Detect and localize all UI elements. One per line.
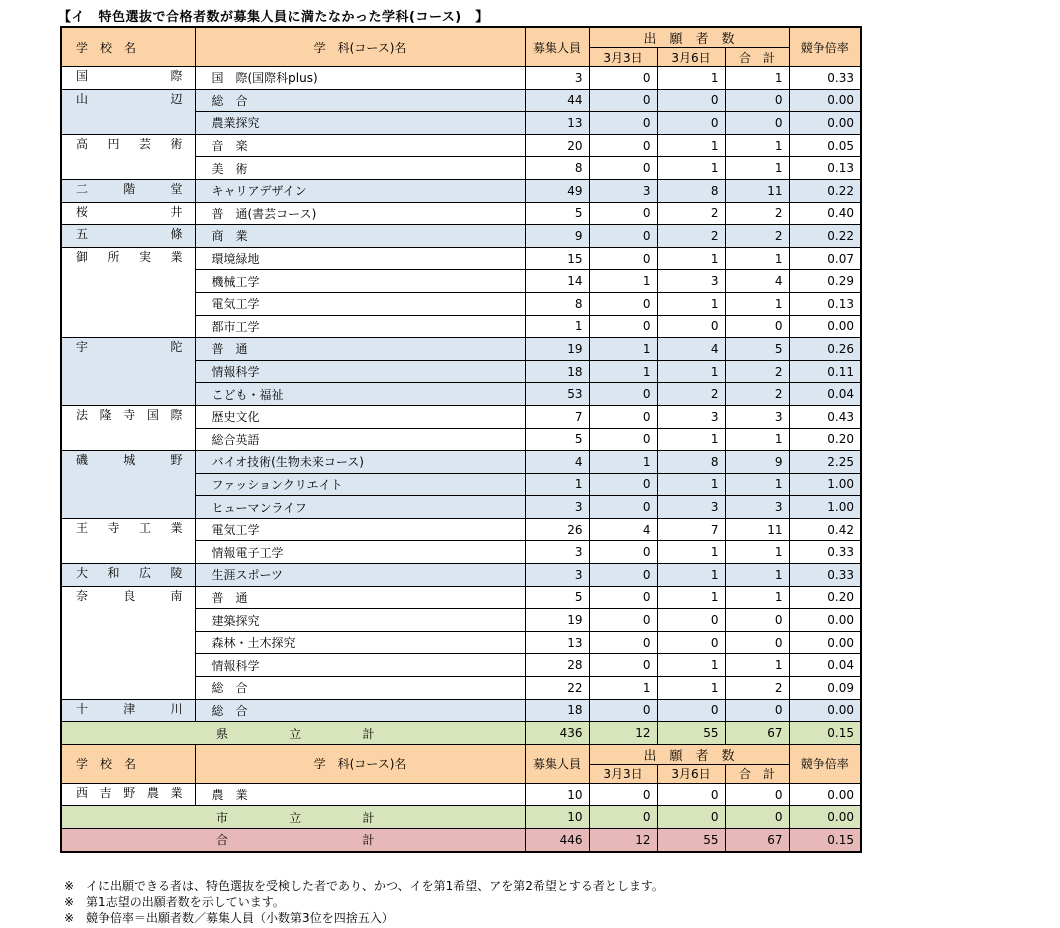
- mar6-cell: 1: [657, 473, 725, 496]
- sum-mar3: 0: [589, 806, 657, 829]
- mar3-cell: 0: [589, 157, 657, 180]
- header-dept: 学 科(コース)名: [195, 27, 525, 67]
- mar3-cell: 1: [589, 338, 657, 361]
- quota-cell: 14: [525, 270, 589, 293]
- school-name-cell: [61, 225, 195, 248]
- total-cell: 11: [725, 518, 789, 541]
- total-cell: 1: [725, 134, 789, 157]
- top-header-row: [61, 27, 861, 48]
- ratio-cell: 1.00: [789, 496, 861, 519]
- mar3-cell: 0: [589, 315, 657, 338]
- quota-cell: 13: [525, 112, 589, 135]
- mar6-cell: 1: [657, 428, 725, 451]
- dept-name: キャリアデザイン: [195, 179, 525, 202]
- sum-quota: 436: [525, 722, 589, 745]
- ratio-cell: 0.13: [789, 157, 861, 180]
- school-name: 御 所 実 業: [76, 249, 183, 264]
- table-row: [61, 586, 861, 609]
- school-name-cell: [61, 134, 195, 179]
- total-cell: 2: [725, 202, 789, 225]
- quota-cell: 49: [525, 179, 589, 202]
- quota-cell: 19: [525, 609, 589, 632]
- total-cell: 1: [725, 67, 789, 90]
- mar6-cell: 0: [657, 112, 725, 135]
- mar6-cell: 1: [657, 134, 725, 157]
- school-name: 磯 城 野: [76, 453, 183, 468]
- school-name-cell: [61, 179, 195, 202]
- total-cell: 1: [725, 541, 789, 564]
- ratio-cell: 0.29: [789, 270, 861, 293]
- school-name-cell: [61, 67, 195, 90]
- mar3-cell: 0: [589, 405, 657, 428]
- header-mar6: 3月6日: [657, 48, 725, 67]
- dept-name: 音 楽: [195, 134, 525, 157]
- mar6-cell: 3: [657, 270, 725, 293]
- quota-cell: 5: [525, 586, 589, 609]
- mar3-cell: 0: [589, 473, 657, 496]
- sum-kenritsu-row: [61, 722, 861, 745]
- mar3-cell: 0: [589, 631, 657, 654]
- dept-name: 総合英語: [195, 428, 525, 451]
- dept-name: 情報科学: [195, 654, 525, 677]
- table-row: [61, 518, 861, 541]
- mar6-cell: 0: [657, 783, 725, 806]
- mar3-cell: 0: [589, 428, 657, 451]
- mar3-cell: 0: [589, 586, 657, 609]
- table-row: [61, 564, 861, 587]
- mar3-cell: 1: [589, 270, 657, 293]
- sum-total: 0: [725, 806, 789, 829]
- mar3-cell: 0: [589, 134, 657, 157]
- ratio-cell: 1.00: [789, 473, 861, 496]
- school-name: 桜 井: [76, 204, 183, 219]
- total-cell: 4: [725, 270, 789, 293]
- total-cell: 2: [725, 677, 789, 700]
- total-cell: 1: [725, 586, 789, 609]
- school-name: 奈 良 南: [76, 588, 183, 603]
- ratio-cell: 0.20: [789, 428, 861, 451]
- mar3-cell: 3: [589, 179, 657, 202]
- total-cell: 2: [725, 225, 789, 248]
- mar6-cell: 0: [657, 631, 725, 654]
- total-cell: 11: [725, 179, 789, 202]
- quota-cell: 19: [525, 338, 589, 361]
- mar3-cell: 0: [589, 225, 657, 248]
- school-name: 西 吉 野 農 業: [76, 785, 183, 800]
- school-name-cell: [61, 564, 195, 587]
- school-name: 法 隆 寺 国 際: [76, 407, 183, 422]
- school-name-cell: [61, 338, 195, 406]
- school-name: 国 際: [76, 69, 183, 83]
- mar6-cell: 2: [657, 383, 725, 406]
- quota-cell: 5: [525, 202, 589, 225]
- mar3-cell: 0: [589, 247, 657, 270]
- quota-cell: 5: [525, 428, 589, 451]
- school-name: 五 條: [76, 227, 183, 242]
- ratio-cell: 0.00: [789, 89, 861, 112]
- sum-ratio: 0.15: [789, 722, 861, 745]
- quota-cell: 44: [525, 89, 589, 112]
- mar3-cell: 1: [589, 451, 657, 474]
- total-cell: 9: [725, 451, 789, 474]
- sum-total-row: [61, 829, 861, 852]
- dept-name: 情報科学: [195, 360, 525, 383]
- ratio-cell: 0.26: [789, 338, 861, 361]
- quota-cell: 20: [525, 134, 589, 157]
- mar6-cell: 1: [657, 157, 725, 180]
- table-row: [61, 225, 861, 248]
- ratio-cell: 0.00: [789, 783, 861, 806]
- results-table: [60, 26, 862, 853]
- sum-label: [61, 806, 525, 829]
- header-quota: 募集人員: [525, 744, 589, 783]
- mar3-cell: 0: [589, 292, 657, 315]
- quota-cell: 8: [525, 292, 589, 315]
- total-cell: 0: [725, 783, 789, 806]
- ratio-cell: 0.43: [789, 405, 861, 428]
- total-cell: 2: [725, 383, 789, 406]
- quota-cell: 9: [525, 225, 589, 248]
- mar3-cell: 0: [589, 496, 657, 519]
- quota-cell: 1: [525, 315, 589, 338]
- ratio-cell: 0.22: [789, 225, 861, 248]
- quota-cell: 4: [525, 451, 589, 474]
- quota-cell: 3: [525, 541, 589, 564]
- ratio-cell: 0.40: [789, 202, 861, 225]
- mar6-cell: 0: [657, 699, 725, 722]
- table-row: [61, 405, 861, 428]
- ratio-cell: 0.22: [789, 179, 861, 202]
- school-name-cell: [61, 699, 195, 722]
- mar3-cell: 0: [589, 699, 657, 722]
- mar3-cell: 0: [589, 654, 657, 677]
- sum-quota: 446: [525, 829, 589, 852]
- table-row: [61, 247, 861, 270]
- city-header-row: [61, 744, 861, 764]
- dept-name: 国 際(国際科plus): [195, 67, 525, 90]
- quota-cell: 28: [525, 654, 589, 677]
- quota-cell: 15: [525, 247, 589, 270]
- sum-label: [61, 722, 525, 745]
- header-applicants: 出 願 者 数: [589, 27, 789, 48]
- mar3-cell: 4: [589, 518, 657, 541]
- sum-shiritsu-row: [61, 806, 861, 829]
- dept-name: 総 合: [195, 89, 525, 112]
- header-mar6: 3月6日: [657, 764, 725, 783]
- dept-name: 建築探究: [195, 609, 525, 632]
- mar3-cell: 0: [589, 202, 657, 225]
- table-row: [61, 338, 861, 361]
- dept-name: 普 通(書芸コース): [195, 202, 525, 225]
- dept-name: ヒューマンライフ: [195, 496, 525, 519]
- school-name: 二 階 堂: [76, 181, 183, 196]
- total-cell: 3: [725, 405, 789, 428]
- mar6-cell: 3: [657, 496, 725, 519]
- header-applicants: 出 願 者 数: [589, 744, 789, 764]
- quota-cell: 3: [525, 67, 589, 90]
- header-mar3: 3月3日: [589, 764, 657, 783]
- ratio-cell: 0.00: [789, 609, 861, 632]
- sum-mar3: 12: [589, 829, 657, 852]
- sum-total: 67: [725, 829, 789, 852]
- school-name-cell: [61, 202, 195, 225]
- dept-name: 普 通: [195, 338, 525, 361]
- header-school: 学 校 名: [61, 744, 195, 783]
- quota-cell: 8: [525, 157, 589, 180]
- school-name-cell: [61, 783, 195, 806]
- total-cell: 0: [725, 631, 789, 654]
- mar6-cell: 8: [657, 451, 725, 474]
- mar6-cell: 4: [657, 338, 725, 361]
- ratio-cell: 0.00: [789, 631, 861, 654]
- table-row: [61, 783, 861, 806]
- mar3-cell: 1: [589, 677, 657, 700]
- school-name-cell: [61, 89, 195, 134]
- sum-total: 67: [725, 722, 789, 745]
- school-name: 高 円 芸 術: [76, 136, 183, 151]
- table-row: [61, 179, 861, 202]
- ratio-cell: 0.07: [789, 247, 861, 270]
- dept-name: 農業探究: [195, 112, 525, 135]
- quota-cell: 53: [525, 383, 589, 406]
- table-row: [61, 134, 861, 157]
- sum-label: [61, 829, 525, 852]
- quota-cell: 18: [525, 360, 589, 383]
- mar3-cell: 0: [589, 112, 657, 135]
- dept-name: 農 業: [195, 783, 525, 806]
- notes: [64, 878, 664, 926]
- total-cell: 0: [725, 609, 789, 632]
- dept-name: 総 合: [195, 677, 525, 700]
- total-cell: 2: [725, 360, 789, 383]
- note-3: ※ 競争倍率＝出願者数／募集人員（小数第3位を四捨五入）: [64, 911, 394, 925]
- total-cell: 1: [725, 292, 789, 315]
- mar3-cell: 0: [589, 783, 657, 806]
- mar3-cell: 0: [589, 609, 657, 632]
- dept-name: こども・福祉: [195, 383, 525, 406]
- table-row: [61, 699, 861, 722]
- ratio-cell: 0.13: [789, 292, 861, 315]
- mar6-cell: 1: [657, 292, 725, 315]
- dept-name: ファッションクリエイト: [195, 473, 525, 496]
- total-cell: 5: [725, 338, 789, 361]
- total-cell: 1: [725, 473, 789, 496]
- dept-name: 総 合: [195, 699, 525, 722]
- ratio-cell: 0.33: [789, 541, 861, 564]
- table-row: [61, 451, 861, 474]
- dept-name: 歴史文化: [195, 405, 525, 428]
- quota-cell: 22: [525, 677, 589, 700]
- quota-cell: 3: [525, 496, 589, 519]
- quota-cell: 3: [525, 564, 589, 587]
- quota-cell: 10: [525, 783, 589, 806]
- school-name: 大 和 広 陵: [76, 566, 183, 581]
- quota-cell: 18: [525, 699, 589, 722]
- school-name: 十 津 川: [76, 701, 183, 716]
- header-mar3: 3月3日: [589, 48, 657, 67]
- sum-ratio: 0.00: [789, 806, 861, 829]
- ratio-cell: 0.04: [789, 383, 861, 406]
- ratio-cell: 0.00: [789, 112, 861, 135]
- ratio-cell: 0.33: [789, 67, 861, 90]
- sum-ratio: 0.15: [789, 829, 861, 852]
- mar3-cell: 0: [589, 541, 657, 564]
- sum-label-text: 合 計: [216, 833, 375, 848]
- mar6-cell: 7: [657, 518, 725, 541]
- sum-label-text: 市 立 計: [216, 810, 375, 825]
- total-cell: 1: [725, 654, 789, 677]
- mar6-cell: 0: [657, 609, 725, 632]
- total-cell: 1: [725, 157, 789, 180]
- mar6-cell: 0: [657, 315, 725, 338]
- mar6-cell: 1: [657, 247, 725, 270]
- dept-name: 環境緑地: [195, 247, 525, 270]
- school-name-cell: [61, 405, 195, 450]
- page-title: 【イ 特色選抜で合格者数が募集人員に満たなかった学科(コース) 】: [58, 10, 489, 25]
- quota-cell: 7: [525, 405, 589, 428]
- dept-name: バイオ技術(生物未来コース): [195, 451, 525, 474]
- dept-name: 電気工学: [195, 292, 525, 315]
- header-ratio: 競争倍率: [789, 27, 861, 67]
- header-total: 合 計: [725, 764, 789, 783]
- header-ratio: 競争倍率: [789, 744, 861, 783]
- dept-name: 普 通: [195, 586, 525, 609]
- header-school: 学 校 名: [61, 27, 195, 67]
- sum-mar6: 55: [657, 829, 725, 852]
- note-1: ※ イに出願できる者は、特色選抜を受検した者であり、かつ、イを第1希望、アを第2希望とする者とします。: [64, 879, 664, 893]
- mar6-cell: 1: [657, 586, 725, 609]
- ratio-cell: 0.00: [789, 699, 861, 722]
- ratio-cell: 0.00: [789, 315, 861, 338]
- mar3-cell: 0: [589, 383, 657, 406]
- ratio-cell: 0.42: [789, 518, 861, 541]
- school-name-cell: [61, 586, 195, 699]
- total-cell: 1: [725, 564, 789, 587]
- table-row: [61, 89, 861, 112]
- dept-name: 情報電子工学: [195, 541, 525, 564]
- school-name-cell: [61, 518, 195, 563]
- table-row: [61, 202, 861, 225]
- mar6-cell: 3: [657, 405, 725, 428]
- ratio-cell: 0.05: [789, 134, 861, 157]
- school-name-cell: [61, 247, 195, 337]
- header-quota: 募集人員: [525, 27, 589, 67]
- quota-cell: 1: [525, 473, 589, 496]
- mar3-cell: 1: [589, 360, 657, 383]
- school-name-cell: [61, 451, 195, 519]
- total-cell: 3: [725, 496, 789, 519]
- header-total: 合 計: [725, 48, 789, 67]
- mar6-cell: 1: [657, 654, 725, 677]
- total-cell: 1: [725, 247, 789, 270]
- mar6-cell: 1: [657, 564, 725, 587]
- header-dept: 学 科(コース)名: [195, 744, 525, 783]
- school-name: 山 辺: [76, 91, 183, 106]
- school-name: 王 寺 工 業: [76, 520, 183, 535]
- mar6-cell: 1: [657, 677, 725, 700]
- mar3-cell: 0: [589, 564, 657, 587]
- total-cell: 0: [725, 699, 789, 722]
- sum-mar6: 55: [657, 722, 725, 745]
- total-cell: 0: [725, 89, 789, 112]
- ratio-cell: 0.33: [789, 564, 861, 587]
- ratio-cell: 0.09: [789, 677, 861, 700]
- total-cell: 0: [725, 112, 789, 135]
- sum-quota: 10: [525, 806, 589, 829]
- sum-mar3: 12: [589, 722, 657, 745]
- quota-cell: 13: [525, 631, 589, 654]
- ratio-cell: 0.04: [789, 654, 861, 677]
- dept-name: 商 業: [195, 225, 525, 248]
- total-cell: 0: [725, 315, 789, 338]
- ratio-cell: 2.25: [789, 451, 861, 474]
- mar6-cell: 2: [657, 225, 725, 248]
- dept-name: 電気工学: [195, 518, 525, 541]
- ratio-cell: 0.20: [789, 586, 861, 609]
- sum-label-text: 県 立 計: [216, 726, 375, 741]
- mar6-cell: 8: [657, 179, 725, 202]
- dept-name: 生涯スポーツ: [195, 564, 525, 587]
- sum-mar6: 0: [657, 806, 725, 829]
- mar3-cell: 0: [589, 67, 657, 90]
- quota-cell: 26: [525, 518, 589, 541]
- total-cell: 1: [725, 428, 789, 451]
- dept-name: 森林・土木探究: [195, 631, 525, 654]
- note-2: ※ 第1志望の出願者数を示しています。: [64, 895, 285, 909]
- school-name: 宇 陀: [76, 340, 183, 355]
- ratio-cell: 0.11: [789, 360, 861, 383]
- mar6-cell: 2: [657, 202, 725, 225]
- mar6-cell: 0: [657, 89, 725, 112]
- dept-name: 美 術: [195, 157, 525, 180]
- dept-name: 機械工学: [195, 270, 525, 293]
- table-row: [61, 67, 861, 90]
- mar6-cell: 1: [657, 360, 725, 383]
- mar6-cell: 1: [657, 67, 725, 90]
- mar6-cell: 1: [657, 541, 725, 564]
- mar3-cell: 0: [589, 89, 657, 112]
- dept-name: 都市工学: [195, 315, 525, 338]
